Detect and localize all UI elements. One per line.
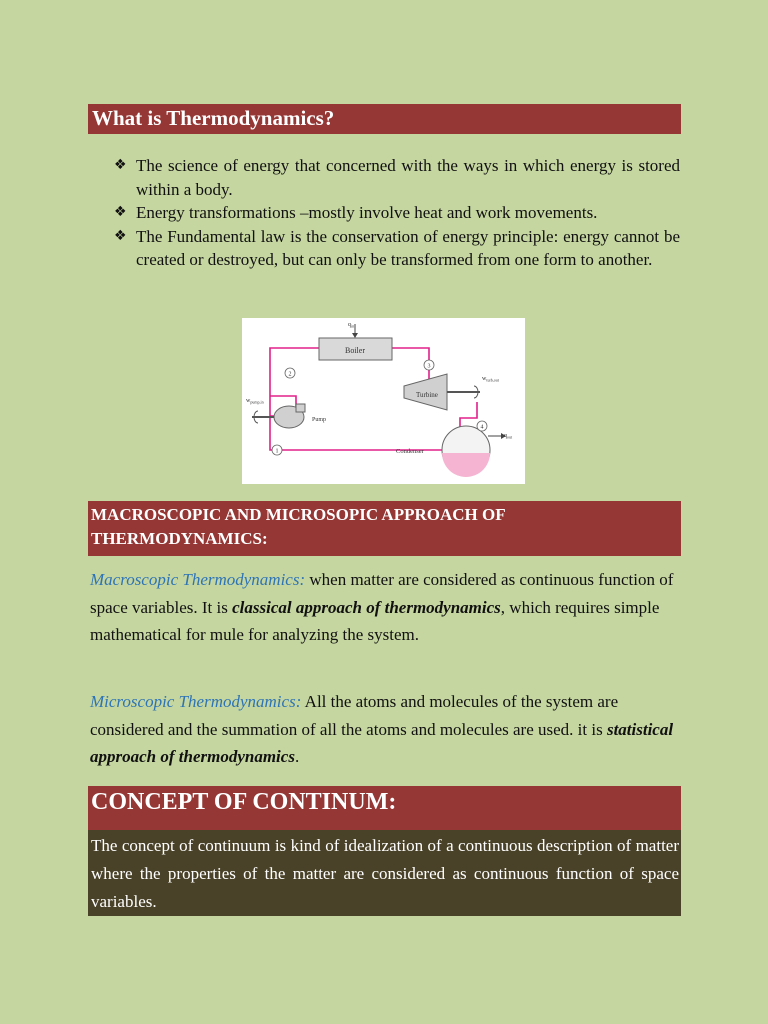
section-heading-continuum [88, 786, 681, 830]
state-1-label: 1 [275, 448, 279, 455]
w-turb-label: $w_{turb,out}$ [482, 376, 499, 383]
heading-line-2: THERMODYNAMICS: [91, 529, 268, 548]
list-item [114, 154, 680, 201]
definition-bullet-list [114, 154, 680, 272]
cycle-diagram-svg [242, 318, 525, 484]
pipe-boiler-turbine [392, 348, 429, 380]
q-in-label: $q_{in}$ [348, 322, 355, 329]
pipe-turbine-condenser [460, 402, 477, 428]
condenser-label: Condenser [396, 448, 424, 455]
diamond-bullet-icon: ❖ [114, 157, 127, 173]
section-heading-thermodynamics [88, 104, 681, 134]
macroscopic-term: Macroscopic Thermodynamics: [90, 570, 306, 589]
heading-text: What is Thermodynamics? [92, 106, 335, 130]
w-pump-label: $w_{pump,in}$ [246, 398, 264, 405]
list-item [114, 225, 680, 272]
section-heading-approaches [88, 501, 681, 556]
microscopic-text-2: . [294, 747, 300, 766]
heading-line-1: MACROSCOPIC AND MICROSOPIC APPROACH OF [91, 505, 506, 524]
microscopic-text-1: All the atoms and molecules of the system are considered and the summation of all the atoms and molecules are used. it is [90, 692, 619, 739]
diamond-bullet-icon: ❖ [114, 227, 127, 244]
state-3-label: 3 [427, 363, 431, 370]
macroscopic-text-2: , which requires simple mathematical for mule for analyzing the system. [90, 597, 660, 644]
microscopic-term: Microscopic Thermodynamics: [90, 692, 302, 711]
list-item [114, 201, 680, 225]
bullet-text: The Fundamental law is the conservation of energy principle: energy cannot be created or destroyed, but can only be transformed from one form to another. [136, 226, 680, 269]
pump-outlet-box [296, 404, 305, 412]
q-out-label: $q_{out}$ [504, 433, 513, 440]
microscopic-paragraph [90, 688, 682, 771]
state-2-label: 2 [288, 371, 292, 378]
turbine-unit [404, 374, 500, 410]
heat-in-arrow [348, 322, 358, 338]
boiler-label: Boiler [345, 346, 365, 355]
rankine-cycle-diagram [242, 318, 525, 484]
diamond-bullet-icon: ❖ [114, 204, 127, 220]
continuum-text: The concept of continuum is kind of idealization of a continuous description of matter where the properties of the matter are considered as continuous function of space variables. [91, 836, 679, 911]
pump-unit [246, 398, 326, 428]
macroscopic-emphasis: classical approach of thermodynamics [232, 597, 501, 617]
turbine-label: Turbine [416, 391, 438, 399]
pump-label: Pump [312, 417, 327, 423]
state-4-label: 4 [480, 424, 484, 431]
heading-text: CONCEPT OF CONTINUM: [91, 789, 397, 815]
bullet-text: Energy transformations –mostly involve heat and work movements. [136, 203, 598, 222]
continuum-description-box [88, 830, 681, 916]
macroscopic-paragraph [90, 566, 682, 649]
macroscopic-text-1: when matter are considered as continuous function of space variables. It is [90, 570, 674, 617]
boiler-unit [319, 338, 392, 360]
condensed-fluid [442, 453, 490, 477]
microscopic-emphasis: statistical approach of thermodynamics [90, 719, 674, 766]
bullet-text: The science of energy that concerned with the ways in which energy is stored within a body. [136, 156, 680, 199]
condenser-unit [396, 426, 513, 477]
